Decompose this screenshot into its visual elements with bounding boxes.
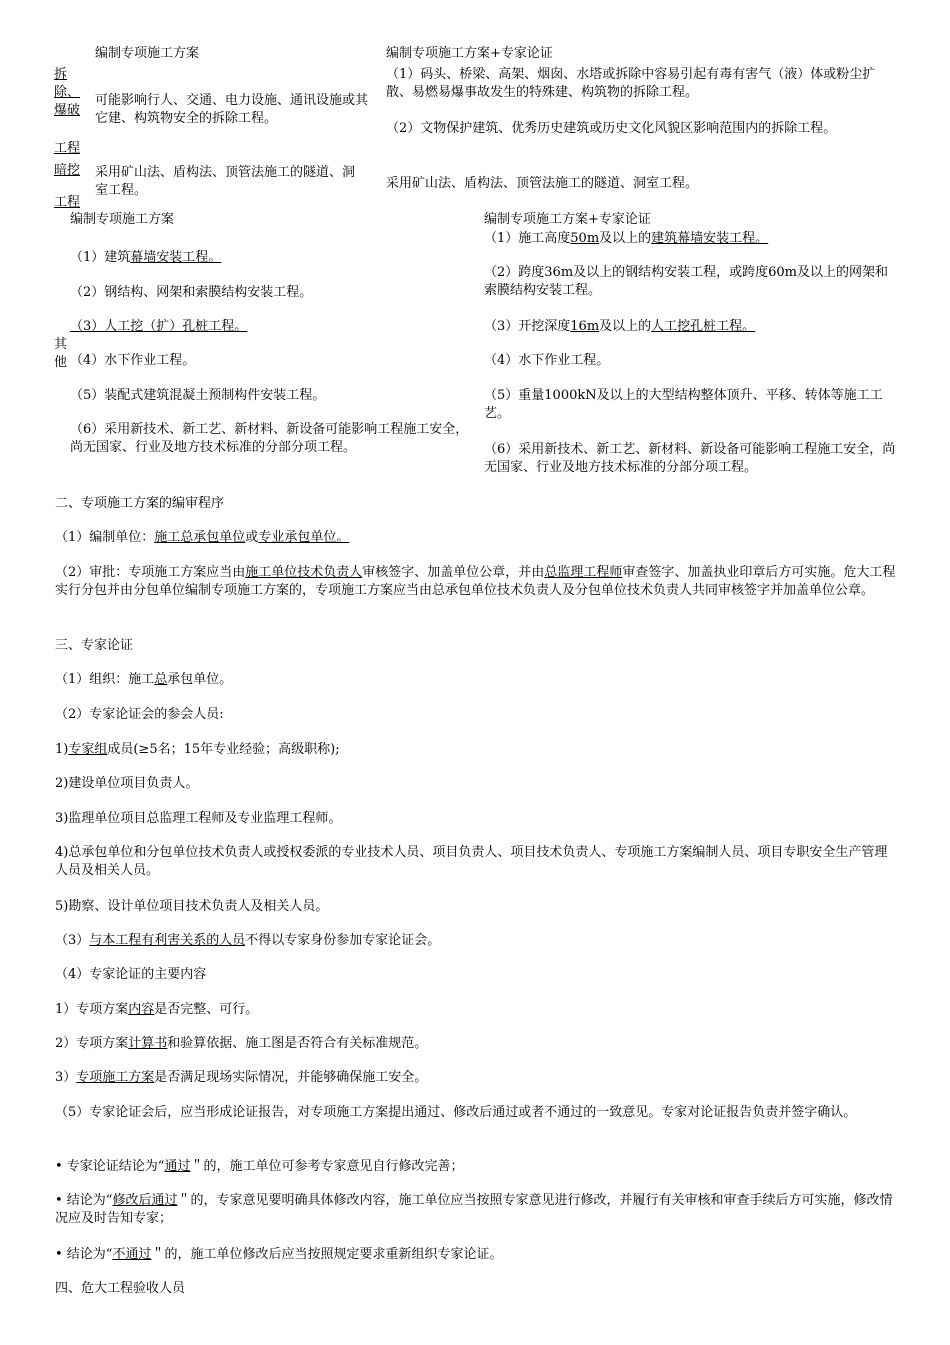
text: • 结论为“ [55,1193,113,1208]
category-line: 爆破 [54,103,81,118]
underlined-text: 幕墙安装工程。 [130,250,222,265]
participant-2: 2)建设单位项目负责人。 [55,776,199,791]
underlined-text: 计算书 [128,1036,168,1051]
text: 审查签字、加盖执业印章后方可实施。危大工程实行分包并由分包单位编制专项施工方案的，专项施工方案应当由总承包单位技术负责人及分包单位技术负责人共同审核签字并加盖单位公章。 [55,565,896,598]
bullet-pass-after-revision [55,1192,900,1228]
demolition-right-item-2: （2）文物保护建筑、优秀历史建筑或历史文化风貌区影响范围内的拆除工程。 [386,121,837,136]
participant-4: 4)总承包单位和分包单位技术负责人或授权委派的专业技术人员、项目负责人、项目技术负责人、专项施工方案编制人员、项目专职安全生产管理人员及相关人员。 [55,845,888,878]
tunnel-left-text: 采用矿山法、盾构法、顶管法施工的隧道、洞室工程。 [95,165,356,198]
text: • 专家论证结论为“ [55,1159,165,1174]
category-line: 工程 [54,195,81,210]
category-line: 拆 [54,67,68,82]
content-3 [55,1069,900,1087]
left-item-4: （4）水下作业工程。 [70,353,196,368]
underlined-text: 专家组 [68,742,108,757]
category-line: 工程 [54,141,81,156]
paragraph-content-heading: （4）专家论证的主要内容 [55,967,207,982]
category-other [54,336,67,372]
participant-3: 3)监理单位项目总监理工程师及专业监理工程师。 [55,811,342,826]
text: • 结论为“ [55,1247,113,1262]
underlined-text: 人工挖孔桩工程。 [651,319,756,334]
right-item-1 [484,230,900,248]
paragraph-approval [55,564,900,600]
paragraph-compiler [55,529,900,547]
text: （1）编制单位： [55,530,155,545]
right-item-5: （5）重量1000kN及以上的大型结构整体顶升、平移、转体等施工工艺。 [484,388,883,421]
right-item-6: （6）采用新技术、新工艺、新材料、新设备可能影响工程施工安全，尚无国家、行业及地方技术标准的分部分项工程。 [484,442,896,475]
underlined-text: 建筑幕墙安装工程。 [651,231,769,246]
text: 或 [245,530,259,545]
paragraph-report: （5）专家论证会后，应当形成论证报告，对专项施工方案提出通过、修改后通过或者不通过的一致意见。专家对论证报告负责并签字确认。 [55,1105,857,1120]
underlined-text: 16m [570,319,600,334]
content-1 [55,1001,900,1019]
text: （3） [55,933,90,948]
underlined-text: 专项施工方案 [76,1070,155,1085]
text: 1）专项方案 [55,1002,129,1017]
paragraph-organize [55,671,900,689]
text: 审核签字、加盖单位公章，并由 [362,565,545,580]
header-left: 编制专项施工方案 [95,46,200,61]
underlined-text: 50m [570,231,600,246]
paragraph-participants: （2）专家论证会的参会人员: [55,707,224,722]
text: 成员(≥5名；15年专业经验；高级职称); [107,742,340,757]
text: （1）施工高度 [484,231,571,246]
text: 3） [55,1070,77,1085]
left-item-5: （5）装配式建筑混凝土预制构件安装工程。 [70,388,326,403]
text: ＂的，施工单位可参考专家意见自行修改完善； [190,1159,464,1174]
text: （1）建筑 [70,250,131,265]
text: （3）开挖深度 [484,319,571,334]
text: 1) [55,742,69,757]
header-right: 编制专项施工方案+专家论证 [386,46,553,61]
underlined-text: 与本工程有利害关系的人员 [89,933,246,948]
participant-1 [55,741,900,759]
tunnel-right-text: 采用矿山法、盾构法、顶管法施工的隧道、洞室工程。 [386,176,699,191]
category-tunnel [54,138,88,214]
right-item-3 [484,318,900,336]
text: 承包单位。 [167,672,233,687]
right-item-2: （2）跨度36m及以上的钢结构安装工程，或跨度60m及以上的网架和索膜结构安装工程。 [484,265,889,298]
left-item-3 [70,318,478,336]
underlined-text: 通过 [164,1159,191,1174]
category-line: 其 [54,337,68,352]
text: 不得以专家身份参加专家论证会。 [245,933,441,948]
category-demolition [54,66,88,120]
text: 是否满足现场实际情况，并能够确保施工安全。 [154,1070,428,1085]
category-line: 暗挖 [54,163,81,178]
section-title: 二、专项施工方案的编审程序 [55,496,225,511]
underlined-text: 修改后通过 [112,1193,178,1208]
content-2 [55,1035,900,1053]
left-item-2: （2）钢结构、网架和索膜结构安装工程。 [70,285,313,300]
category-line: 除、 [54,85,81,100]
demolition-right-item-1: （1）码头、桥梁、高架、烟囱、水塔或拆除中容易引起有毒有害气（液）体或粉尘扩散、易燃易爆事故发生的特殊建、构筑物的拆除工程。 [386,67,876,100]
text: 是否完整、可行。 [154,1002,259,1017]
underlined-text: 总 [154,672,168,687]
section-4-title: 四、危大工程验收人员 [55,1281,186,1296]
underlined-text: 专业承包单位。 [258,530,350,545]
text: （1）组织：施工 [55,672,155,687]
left-item-6: （6）采用新技术、新工艺、新材料、新设备可能影响工程施工安全，尚无国家、行业及地方技术标准的分部分项工程。 [70,422,469,455]
demolition-left-text: 可能影响行人、交通、电力设施、通讯设施或其它建、构筑物安全的拆除工程。 [95,93,369,126]
text: ＂的，专家意见要明确具体修改内容，施工单位应当按照专家意见进行修改，并履行有关审核和审查手续后方可实施，修改情况应及时告知专家； [55,1193,893,1226]
text: 及以上的 [599,319,652,334]
text: 及以上的 [599,231,652,246]
header-right: 编制专项施工方案+专家论证 [484,212,651,227]
text: ＂的，施工单位修改后应当按照规定要求重新组织专家论证。 [151,1247,503,1262]
underlined-text: 施工总承包单位 [154,530,246,545]
text: 和验算依据、施工图是否符合有关标准规范。 [167,1036,428,1051]
underlined-text: 施工单位技术负责人 [245,565,363,580]
bullet-pass [55,1158,900,1176]
category-line: 他 [54,355,68,370]
underlined-text: 总监理工程师 [544,565,623,580]
participant-5: 5)勘察、设计单位项目技术负责人及相关人员。 [55,899,329,914]
left-item-1 [70,249,478,267]
text: 2）专项方案 [55,1036,129,1051]
bullet-fail [55,1246,900,1264]
underlined-text: 内容 [128,1002,155,1017]
underlined-text: （3）人工挖（扩）孔桩工程。 [70,319,248,334]
underlined-text: 不通过 [112,1247,152,1262]
header-left: 编制专项施工方案 [70,212,175,227]
section-title: 三、专家论证 [55,638,134,653]
right-item-4: （4）水下作业工程。 [484,353,610,368]
paragraph-conflict [55,932,900,950]
text: （2）审批：专项施工方案应当由 [55,565,246,580]
